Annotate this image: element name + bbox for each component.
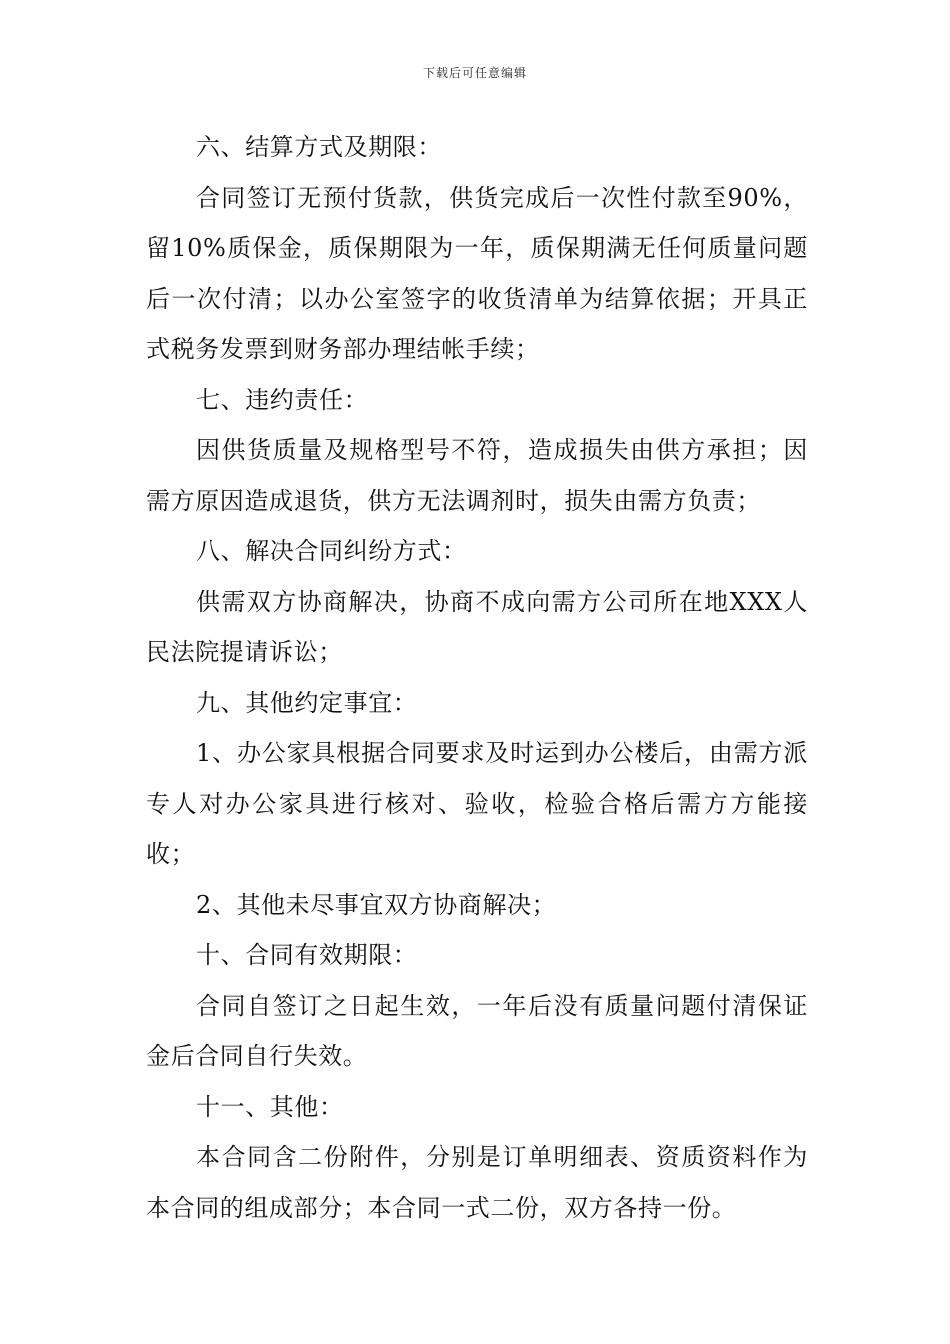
paragraph-other-matters-2: 2、其他未尽事宜双方协商解决； [196,890,557,919]
section-heading-validity: 十、合同有效期限： [196,941,418,969]
paragraph-other-matters-1: 1、办公家具根据合同要求及时运到办公楼后，由需方派专人对办公家具进行核对、验收，检验合格后需方方能接收； [146,739,808,868]
section-heading-dispute: 八、解决合同纠纷方式： [196,537,467,565]
section-heading-other-matters: 九、其他约定事宜： [196,688,418,717]
section-heading-misc: 十一、其他： [196,1092,344,1121]
paragraph-misc: 本合同含二份附件，分别是订单明细表、资质资料作为本合同的组成部分；本合同一式二份，双方各持一份。 [146,1143,808,1222]
section-heading-settlement: 六、结算方式及期限： [196,133,442,161]
paragraph-validity: 合同自签订之日起生效，一年后没有质量问题付清保证金后合同自行失效。 [146,991,808,1070]
paragraph-dispute: 供需双方协商解决，协商不成向需方公司所在地XXX人民法院提请诉讼； [146,587,808,666]
contract-body [146,122,808,1233]
paragraph-liability: 因供货质量及规格型号不符，造成损失由供方承担；因需方原因造成退货，供方无法调剂时，损失由需方负责； [146,436,808,515]
section-heading-liability: 七、违约责任： [196,385,369,414]
header-note: 下载后可任意编辑 [422,66,527,80]
paragraph-settlement: 合同签订无预付货款，供货完成后一次性付款至90%，留10%质保金，质保期限为一年，质保期满无任何质量问题后一次付清；以办公室签字的收货清单为结算依据；开具正式税务发票到财务部办理结帐手续； [146,183,808,363]
